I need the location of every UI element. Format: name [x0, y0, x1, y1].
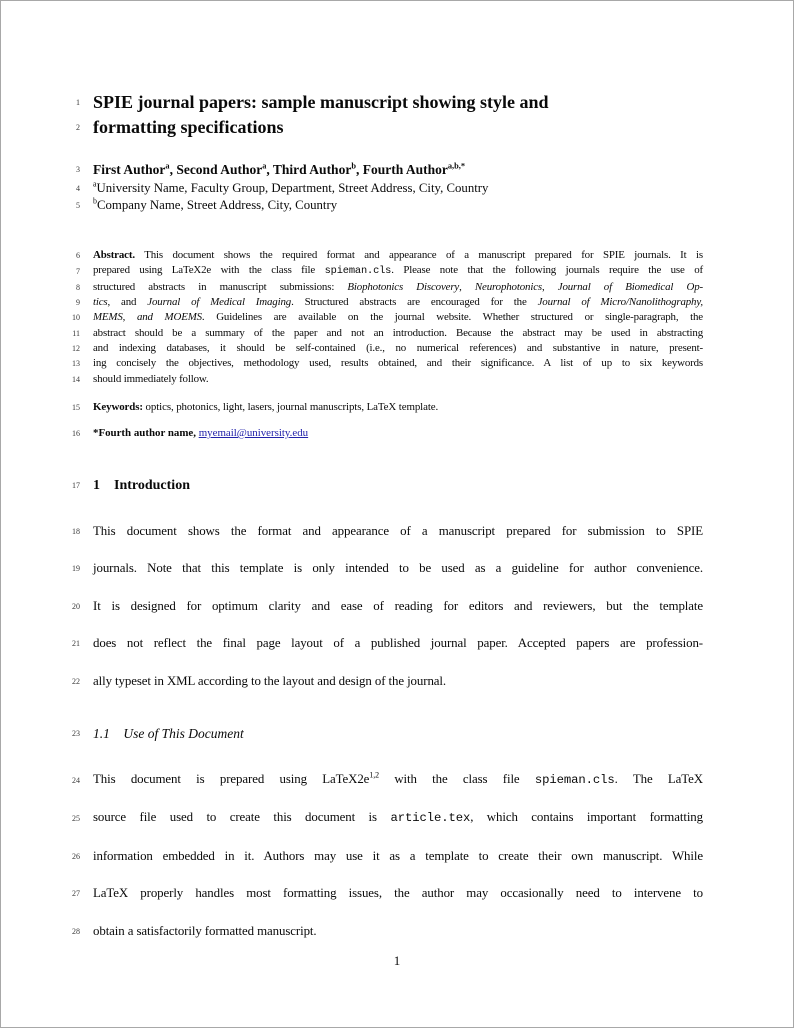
line-number: 23: [72, 729, 80, 738]
text-segment: 1 Introduction: [93, 478, 190, 493]
affiliations-line: [76, 179, 703, 197]
line-number: 1: [76, 98, 80, 107]
line-number: 16: [72, 429, 80, 438]
text-segment: formatting specifications: [93, 117, 284, 137]
text-segment: . Structured abstracts are encouraged for the: [291, 296, 538, 309]
text-segment: ,: [541, 280, 558, 293]
text-segment: , which contains important formatting: [470, 810, 703, 825]
text-segment: obtain a satisfactorily formatted manuscript.: [93, 923, 317, 938]
abstract-line: [72, 310, 703, 325]
line-number: 19: [72, 564, 80, 574]
text-segment: This document shows the format and appearance of a manuscript prepared for submission to SPIE: [93, 524, 703, 538]
text-segment: prepared using LaTeX2e with the class file: [93, 264, 325, 277]
text-segment: source file used to create this document is: [93, 810, 391, 825]
text-segment: ally typeset in XML according to the layout and design of the journal.: [93, 673, 447, 688]
line-number: 10: [72, 313, 80, 323]
text-segment: Keywords:: [93, 401, 143, 413]
abstract-line: [76, 280, 703, 295]
text-segment: Abstract.: [93, 249, 135, 261]
text-segment: spieman.cls: [534, 773, 615, 787]
block-keywords: [72, 400, 703, 415]
text-segment: , Fourth Author: [355, 162, 448, 177]
use-paragraph-line: [72, 799, 703, 837]
text-segment: It is designed for optimum clarity and ease of reading for editors and reviewers, but the template: [93, 598, 703, 613]
line-number: 6: [76, 251, 80, 260]
abstract-line: [72, 372, 703, 387]
text-segment: LaTeX properly handles most formatting issues, the author may occasionally need to intervene to: [93, 886, 703, 901]
intro-paragraph-line: [72, 550, 703, 587]
text-segment: and indexing databases, it should be self-contained (i.e., no numerical references) and substantive in nature, present-: [93, 342, 703, 355]
section-introduction-line: [72, 477, 703, 495]
abstract-line: [76, 295, 703, 310]
block-authors: [76, 161, 703, 179]
text-segment: , Third Author: [266, 162, 352, 177]
block-subsection-use-of-document: [72, 725, 703, 743]
text-segment: ing concisely the objectives, methodology used, results obtained, and their significance. A list of up to six keywords: [93, 357, 703, 370]
line-number: 26: [72, 851, 80, 861]
use-paragraph-line: [72, 838, 703, 875]
block-affiliations: [76, 179, 703, 215]
text-segment: b: [351, 161, 356, 171]
corresponding-author-line: [72, 426, 703, 441]
text-segment: , Second Author: [169, 162, 263, 177]
text-segment: a,b,*: [447, 161, 466, 171]
line-number: 17: [72, 481, 80, 490]
text-segment: SPIE journal papers: sample manuscript showing style and: [93, 92, 549, 112]
block-title: [76, 90, 703, 140]
page-number: 1: [393, 953, 401, 968]
text-segment: Journal of Medical Imaging: [147, 296, 292, 309]
text-segment: does not reflect the final page layout of a published journal paper. Accepted papers are profession-: [93, 636, 703, 651]
email-link[interactable]: myemail@university.edu: [198, 427, 309, 439]
line-number: 12: [72, 344, 80, 354]
text-segment: article.tex: [390, 811, 471, 826]
use-paragraph-line: [72, 761, 703, 799]
line-number: 21: [72, 639, 80, 649]
line-number: 8: [76, 282, 80, 292]
text-segment: . Guidelines are available on the journal website. Whether structured or single-paragraph, the: [201, 311, 703, 324]
text-segment: ,: [459, 280, 475, 293]
abstract-line: [76, 248, 703, 263]
affiliations-line: [76, 197, 703, 214]
text-segment: , and: [107, 296, 148, 309]
use-paragraph-line: [72, 913, 703, 950]
abstract-line: [72, 356, 703, 371]
text-segment: 1,2: [369, 770, 379, 780]
text-segment: 1.1 Use of This Document: [93, 726, 244, 741]
intro-paragraph-line: [72, 588, 703, 625]
text-segment: abstract should be a summary of the paper and not an introduction. Because the abstract may be used in abstracting: [93, 326, 703, 339]
text-segment: MEMS, and MOEMS: [93, 311, 202, 324]
text-segment: This document shows the required format and appearance of a manuscript prepared for SPIE journals. It is: [134, 249, 703, 261]
line-number: 25: [72, 813, 80, 823]
text-segment: tics: [93, 296, 108, 309]
text-segment: optics, photonics, light, lasers, journal manuscripts, LaTeX template.: [142, 401, 439, 413]
subsection-use-of-document-line: [72, 725, 703, 743]
line-number: 27: [72, 889, 80, 899]
line-number: 20: [72, 601, 80, 611]
keywords-line: [72, 400, 703, 415]
text-segment: Company Name, Street Address, City, Country: [96, 198, 338, 213]
block-abstract: [72, 248, 703, 387]
text-segment: with the class file: [379, 772, 535, 786]
line-number: 7: [76, 266, 80, 276]
block-intro-paragraph: [72, 513, 703, 700]
title-line: [76, 115, 703, 140]
text-segment: University Name, Faculty Group, Department, Street Address, City, Country: [96, 181, 489, 195]
text-segment: should immediately follow.: [93, 372, 209, 385]
text-segment: . The LaTeX: [614, 772, 703, 786]
title-line: [76, 90, 703, 115]
line-number: 24: [72, 775, 80, 785]
text-segment: a: [262, 161, 267, 171]
text-segment: information embedded in it. Authors may use it as a template to create their own manuscript. While: [93, 848, 703, 863]
text-segment: a: [93, 179, 97, 189]
text-segment: b: [93, 197, 97, 207]
abstract-line: [72, 326, 703, 341]
text-segment: journals. Note that this template is only intended to be used as a guideline for author convenience.: [93, 561, 703, 576]
text-segment: First Author: [93, 162, 166, 177]
intro-paragraph-line: [72, 513, 703, 550]
text-segment: Biophotonics Discovery: [347, 280, 460, 293]
line-number: 2: [76, 123, 80, 132]
line-number: 22: [72, 676, 80, 686]
line-number: 18: [72, 527, 80, 536]
line-number: 4: [76, 184, 80, 193]
abstract-line: [76, 263, 703, 279]
line-number: 3: [76, 165, 80, 174]
line-number: 11: [72, 328, 80, 338]
text-segment: structured abstracts in manuscript submissions:: [93, 280, 348, 293]
text-segment: Neurophotonics: [474, 280, 542, 293]
block-use-paragraph: [72, 761, 703, 950]
line-number: 15: [72, 403, 80, 412]
block-section-introduction: [72, 477, 703, 495]
text-segment: Journal of Micro/Nanolithography,: [537, 296, 703, 309]
line-number: 5: [76, 201, 80, 211]
text-segment: Journal of Biomedical Op-: [557, 280, 703, 293]
text-segment: a: [165, 161, 170, 171]
use-paragraph-line: [72, 875, 703, 912]
authors-line: [76, 161, 703, 179]
text-segment: spieman.cls: [324, 265, 392, 278]
text-segment: . Please note that the following journals require the use of: [391, 264, 703, 277]
block-corresponding-author: [72, 426, 703, 441]
abstract-line: [72, 341, 703, 356]
text-segment: *Fourth author name,: [93, 427, 199, 439]
intro-paragraph-line: [72, 625, 703, 662]
line-number: 9: [76, 298, 80, 308]
line-number: 13: [72, 359, 80, 369]
line-number: 28: [72, 926, 80, 936]
text-segment: This document is prepared using LaTeX2e: [93, 772, 370, 786]
intro-paragraph-line: [72, 663, 703, 700]
line-number: 14: [72, 374, 80, 384]
